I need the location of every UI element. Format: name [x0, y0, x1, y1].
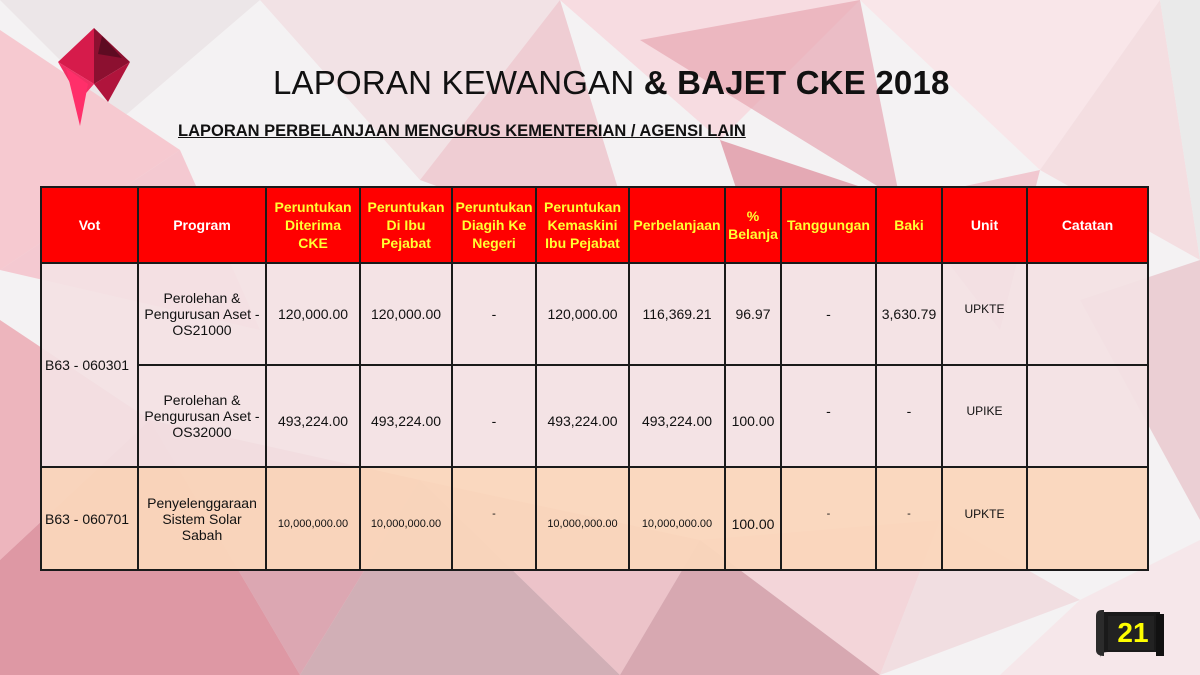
- header-peruntukan-negeri: Peruntukan Diagih Ke Negeri: [452, 187, 536, 263]
- table-row: [41, 365, 1148, 467]
- header-catatan: Catatan: [1027, 187, 1148, 263]
- page-title: [273, 64, 973, 102]
- table-row: [41, 263, 1148, 365]
- cell-program: Perolehan & Pengurusan Aset - OS32000: [138, 365, 266, 467]
- cell-vot: B63 - 060701: [41, 467, 138, 570]
- cell-tanggungan: -: [781, 467, 876, 570]
- expenditure-table: [40, 186, 1149, 571]
- header-perbelanjaan: Perbelanjaan: [629, 187, 725, 263]
- cell-ibu-pejabat: 120,000.00: [360, 263, 452, 365]
- cell-negeri: -: [452, 467, 536, 570]
- title-bold: & BAJET CKE 2018: [643, 64, 950, 101]
- cell-tanggungan: -: [781, 365, 876, 467]
- cell-unit: UPKTE: [942, 467, 1027, 570]
- cell-diterima: 10,000,000.00: [266, 467, 360, 570]
- cell-diterima: 120,000.00: [266, 263, 360, 365]
- cell-catatan: [1027, 467, 1148, 570]
- cell-diterima: 493,224.00: [266, 365, 360, 467]
- cell-negeri: -: [452, 263, 536, 365]
- cell-unit: UPIKE: [942, 365, 1027, 467]
- header-program: Program: [138, 187, 266, 263]
- cell-catatan: [1027, 263, 1148, 365]
- cell-kemaskini: 120,000.00: [536, 263, 629, 365]
- cell-baki: -: [876, 467, 942, 570]
- header-tanggungan: Tanggungan: [781, 187, 876, 263]
- cell-tanggungan: -: [781, 263, 876, 365]
- cell-ibu-pejabat: 10,000,000.00: [360, 467, 452, 570]
- cell-perbelanjaan: 493,224.00: [629, 365, 725, 467]
- logo-icon: [58, 28, 130, 128]
- cell-program: Perolehan & Pengurusan Aset - OS21000: [138, 263, 266, 365]
- cell-vot: B63 - 060301: [41, 263, 138, 467]
- cell-ibu-pejabat: 493,224.00: [360, 365, 452, 467]
- header-vot: Vot: [41, 187, 138, 263]
- cell-belanja: 96.97: [725, 263, 781, 365]
- table-row: [41, 467, 1148, 570]
- cell-perbelanjaan: 116,369.21: [629, 263, 725, 365]
- table-header-row: [41, 187, 1148, 263]
- cell-catatan: [1027, 365, 1148, 467]
- cell-perbelanjaan: 10,000,000.00: [629, 467, 725, 570]
- cell-belanja: 100.00: [725, 365, 781, 467]
- header-baki: Baki: [876, 187, 942, 263]
- cell-program: Penyelenggaraan Sistem Solar Sabah: [138, 467, 266, 570]
- header-unit: Unit: [942, 187, 1027, 263]
- cell-kemaskini: 10,000,000.00: [536, 467, 629, 570]
- cell-baki: 3,630.79: [876, 263, 942, 365]
- title-light: LAPORAN KEWANGAN: [273, 64, 635, 101]
- header-peruntukan-ibu-pejabat: Peruntukan Di Ibu Pejabat: [360, 187, 452, 263]
- cell-negeri: -: [452, 365, 536, 467]
- page-number: 21: [1117, 617, 1149, 648]
- cell-kemaskini: 493,224.00: [536, 365, 629, 467]
- header-belanja: % Belanja: [725, 187, 781, 263]
- cell-unit: UPKTE: [942, 263, 1027, 365]
- header-peruntukan-kemaskini: Peruntukan Kemaskini Ibu Pejabat: [536, 187, 629, 263]
- cell-baki: -: [876, 365, 942, 467]
- cell-belanja: 100.00: [725, 467, 781, 570]
- page-subtitle: LAPORAN PERBELANJAAN MENGURUS KEMENTERIAN / AGENSI LAIN: [178, 122, 746, 140]
- header-peruntukan-diterima: Peruntukan Diterima CKE: [266, 187, 360, 263]
